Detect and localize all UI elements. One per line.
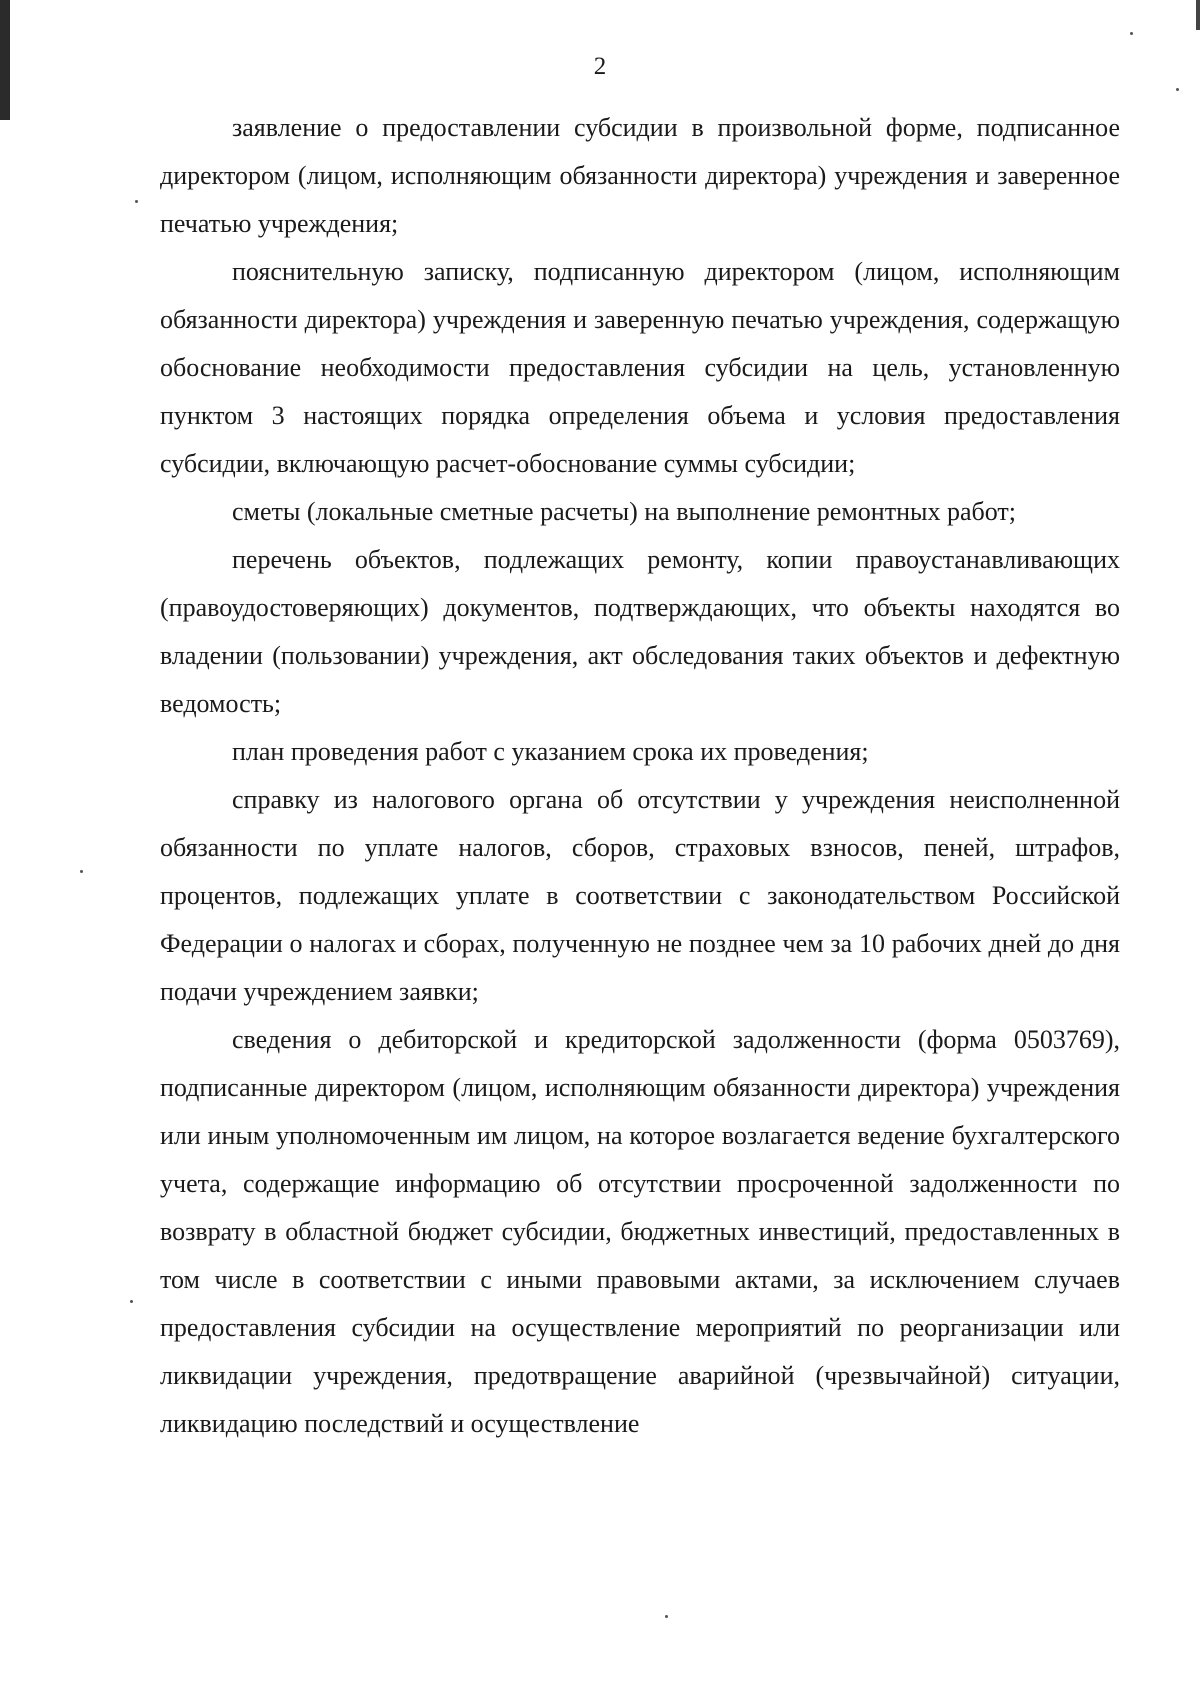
scan-speck <box>130 1300 133 1303</box>
paragraph-explanatory-note: пояснительную записку, подписанную директором (лицом, исполняющим обязанности директора) учреждения и заверенную печатью учреждения, содержащую обоснование необходимости предоставления субсидии на цель, установленную пунктом 3 настоящих порядка определения объема и условия предоставления субсидии, включающую расчет-обоснование суммы субсидии; <box>160 257 1120 478</box>
scan-speck <box>80 870 83 873</box>
scan-edge-mark <box>1196 0 1200 30</box>
paragraph-objects-list: перечень объектов, подлежащих ремонту, копии правоустанавливающих (правоудостоверяющих) документов, подтверждающих, что объекты находятся во владении (пользовании) учреждения, акт обследования таких объектов и дефектную ведомость; <box>160 545 1120 718</box>
page-number: 2 <box>593 53 607 80</box>
paragraph-debt-information: сведения о дебиторской и кредиторской задолженности (форма 0503769), подписанные директором (лицом, исполняющим обязанности директора) учреждения или иным уполномоченным им лицом, на которое возлагается ведение бухгалтерского учета, содержащие информацию об отсутствии просроченной задолженности по возврату в областной бюджет субсидии, бюджетных инвестиций, предоставленных в том числе в соответствии с иными правовыми актами, за исключением случаев предоставления субсидии на осуществление мероприятий по реорганизации или ликвидации учреждения, предотвращение аварийной (чрезвычайной) ситуации, ликвидацию последствий и осуществление <box>160 1025 1120 1438</box>
scan-speck <box>1176 88 1179 91</box>
paragraph-work-plan: план проведения работ с указанием срока их проведения; <box>232 737 869 766</box>
scan-speck <box>135 200 138 203</box>
paragraph-estimates: сметы (локальные сметные расчеты) на выполнение ремонтных работ; <box>232 497 1016 526</box>
paragraph-tax-certificate: справку из налогового органа об отсутствии у учреждения неисполненной обязанности по уплате налогов, сборов, страховых взносов, пеней, штрафов, процентов, подлежащих уплате в соответствии с законодательством Российской Федерации о налогах и сборах, полученную не позднее чем за 10 рабочих дней до дня подачи учреждением заявки; <box>160 785 1120 1006</box>
paragraph-application: заявление о предоставлении субсидии в произвольной форме, подписанное директором (лицом, исполняющим обязанности директора) учреждения и заверенное печатью учреждения; <box>160 113 1120 238</box>
scan-speck <box>665 1615 668 1618</box>
scan-speck <box>1130 32 1133 35</box>
document-body <box>160 104 1120 1448</box>
